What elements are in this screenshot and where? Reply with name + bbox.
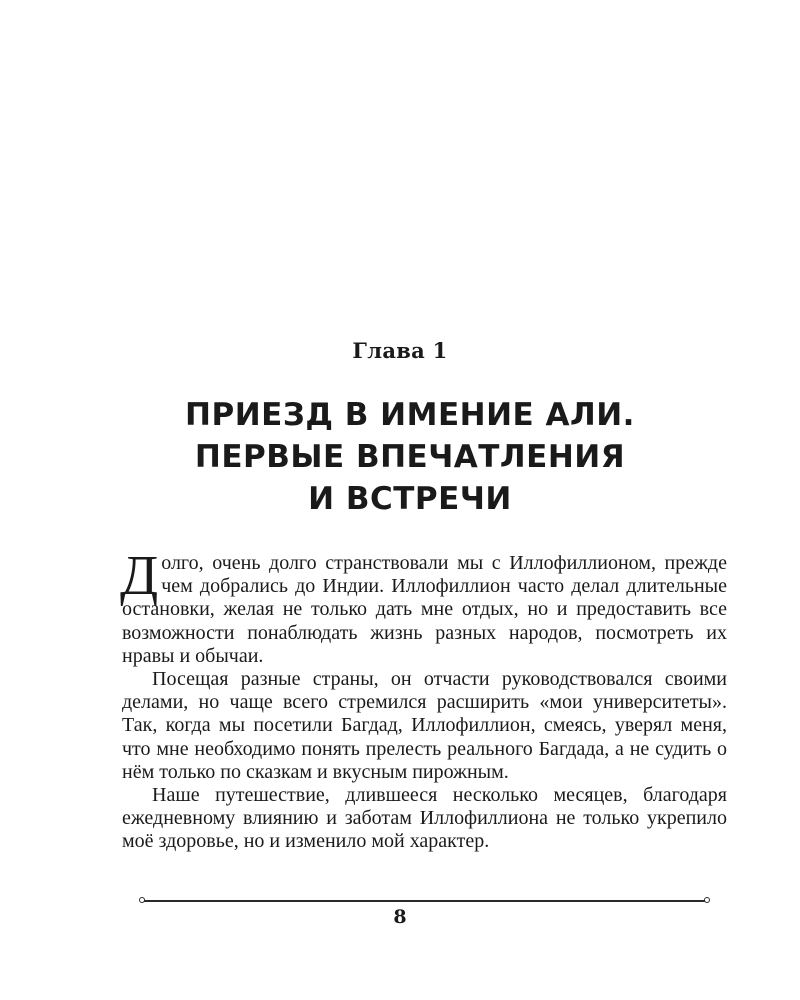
drop-cap: Д: [120, 545, 159, 607]
chapter-title: [80, 394, 740, 520]
footer-rule: [143, 900, 706, 902]
paragraph-2: Посещая разные страны, он отчасти руководствовался своими делами, но чаще всего стремился расширить «мои университеты». Так, когда мы посетили Багдад, Иллофиллион, смеясь, уверял меня, что мне необходимо понять прелесть реального Багдада, а не судить о нём только по сказкам и вкусным пирожным.: [122, 668, 727, 783]
footer-rule-left-ornament: [139, 897, 145, 903]
chapter-title-line-2: ПЕРВЫЕ ВПЕЧАТЛЕНИЯ: [194, 439, 626, 475]
chapter-title-line-1: ПРИЕЗД В ИМЕНИЕ АЛИ.: [185, 397, 635, 433]
body-text: [120, 545, 727, 854]
paragraph-1-text: олго, очень долго странствовали мы с Иллофиллионом, прежде чем добрались до Индии. Иллофиллион часто делал длительные остановки, желая не только дать мне отдых, но и предоставить все возможности понаблюдать жизнь разных народов, посмотреть их нравы и обычаи.: [122, 552, 727, 667]
chapter-title-line-3: И ВСТРЕЧИ: [308, 481, 512, 517]
paragraph-3: Наше путешествие, длившееся несколько месяцев, благодаря ежедневному влиянию и заботам Иллофиллиона не только укрепило моё здоровье, но и изменило мой характер.: [122, 784, 727, 853]
page-number: 8: [393, 906, 407, 928]
footer-rule-right-ornament: [704, 897, 710, 903]
chapter-label: Глава 1: [352, 338, 448, 363]
paragraph-1: [120, 545, 727, 668]
